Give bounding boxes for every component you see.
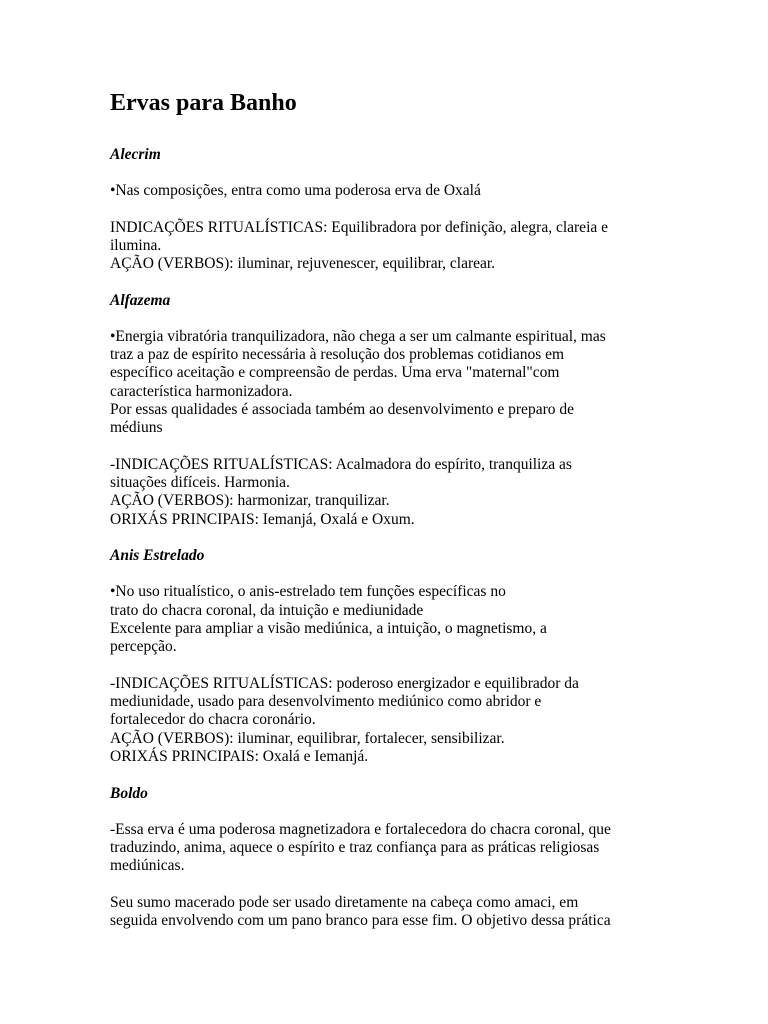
paragraph: •Nas composições, entra como uma poderosa erva de Oxalá bbox=[110, 182, 481, 199]
section-boldo bbox=[110, 785, 670, 931]
document-page bbox=[110, 88, 670, 949]
herb-heading: Anis Estrelado bbox=[110, 547, 205, 565]
document-title: Ervas para Banho bbox=[110, 90, 297, 116]
paragraph: -INDICAÇÕES RITUALÍSTICAS: poderoso energizador e equilibrador da mediunidade, usado para desenvolvimento mediúnico como abridor e fortalecedor do chacra coronário. AÇÃO (VERBOS): iluminar, equilibrar, fortalecer, sensibilizar. ORIXÁS PRINCIPAIS: Oxalá e Iemanjá. bbox=[110, 674, 579, 766]
herb-heading: Alecrim bbox=[110, 146, 161, 163]
section-alfazema bbox=[110, 292, 670, 529]
paragraph: •No uso ritualístico, o anis-estrelado tem funções específicas no trato do chacra coronal, da intuição e mediunidade Excelente para ampliar a visão mediúnica, a intuição, o magnetismo, a percepção. bbox=[110, 583, 547, 656]
paragraph: -Essa erva é uma poderosa magnetizadora e fortalecedora do chacra coronal, que traduzindo, anima, aquece o espírito e traz confiança para as práticas religiosas mediúnicas. bbox=[110, 820, 611, 875]
paragraph: INDICAÇÕES RITUALÍSTICAS: Equilibradora por definição, alegra, clareia e ilumina. AÇÃO (VERBOS): iluminar, rejuvenescer, equilibrar, clarear. bbox=[110, 218, 609, 273]
paragraph: •Energia vibratória tranquilizadora, não chega a ser um calmante espiritual, mas traz a paz de espírito necessária à resolução dos problemas cotidianos em específico aceitação e compreensão de perdas. Uma erva "maternal"com característica harmonizadora. Por essas qualidades é associada também ao desenvolvimento e preparo de médiuns bbox=[110, 327, 606, 437]
herb-heading: Alfazema bbox=[110, 291, 171, 309]
paragraph: -INDICAÇÕES RITUALÍSTICAS: Acalmadora do espírito, tranquiliza as situações difíceis. Harmonia. AÇÃO (VERBOS): harmonizar, tranquilizar. ORIXÁS PRINCIPAIS: Iemanjá, Oxalá e Oxum. bbox=[110, 455, 572, 528]
section-alecrim bbox=[110, 146, 670, 273]
herb-heading: Boldo bbox=[110, 784, 148, 802]
section-anis-estrelado bbox=[110, 547, 670, 766]
paragraph: Seu sumo macerado pode ser usado diretamente na cabeça como amaci, em seguida envolvendo com um pano branco para esse fim. O objetivo dessa prática bbox=[110, 893, 611, 930]
